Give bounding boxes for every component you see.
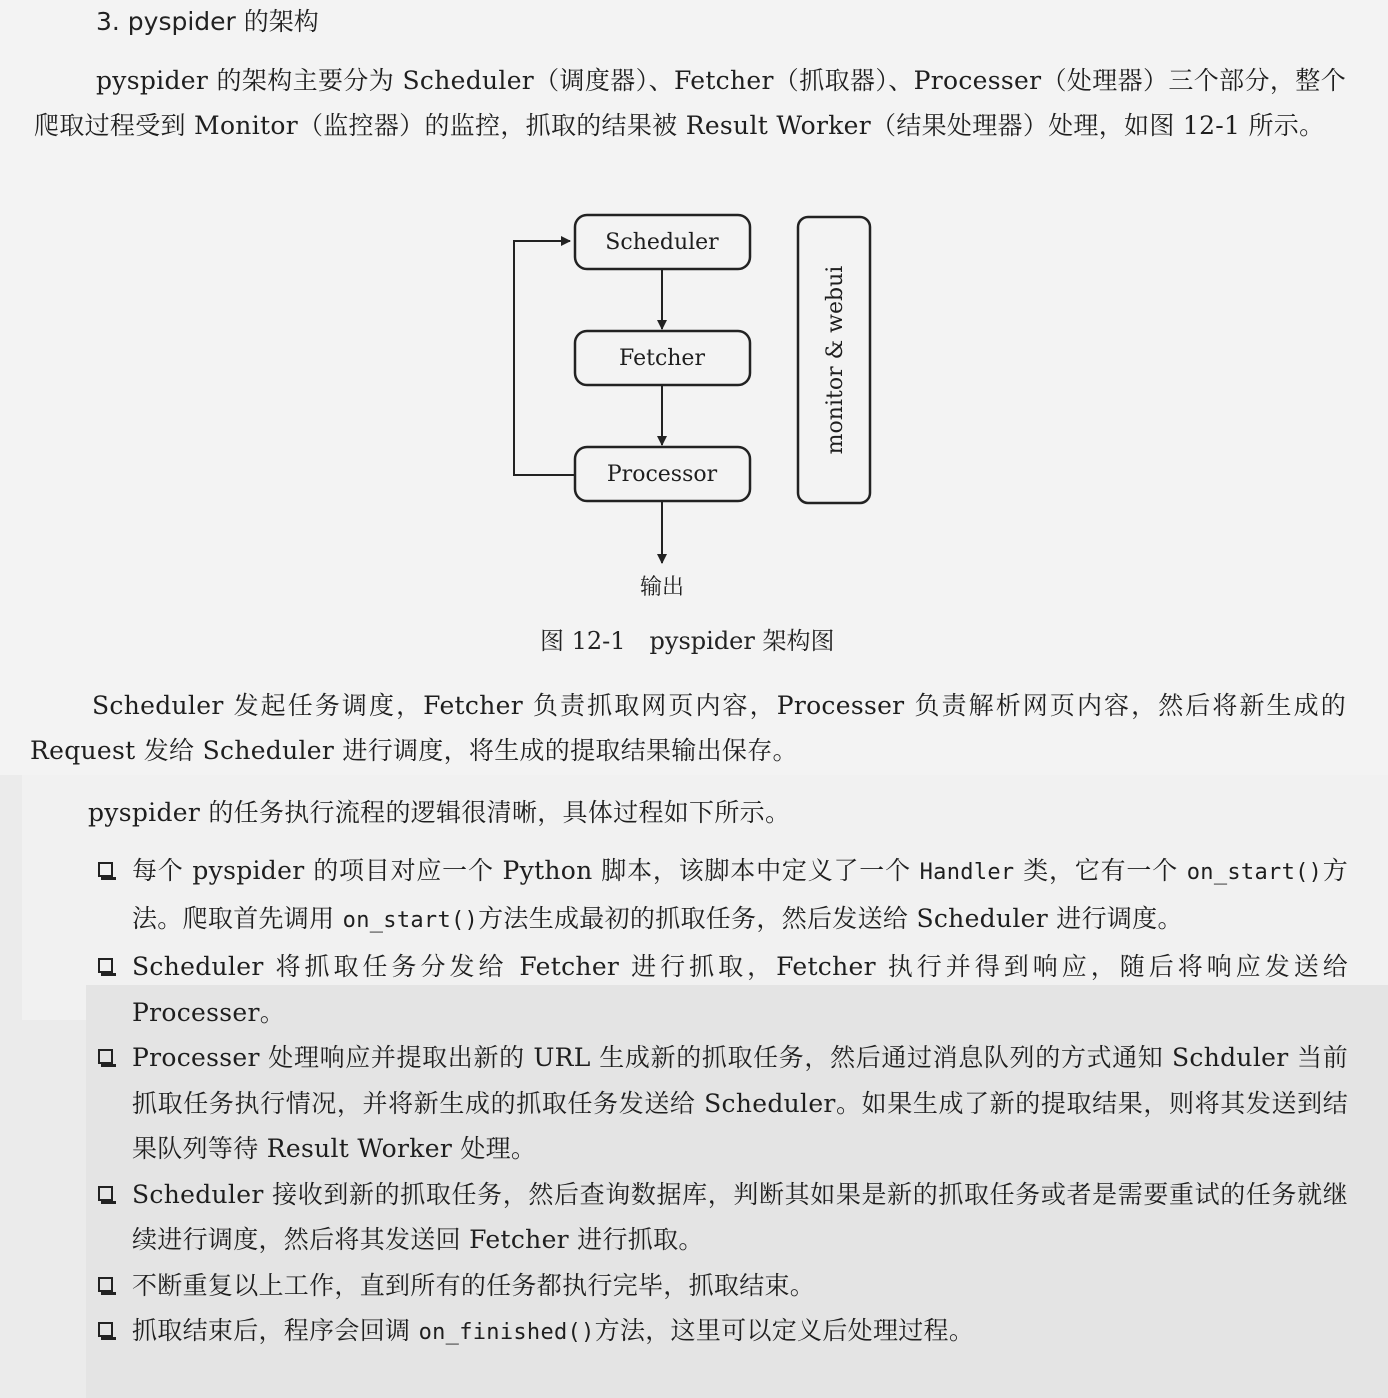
- list-item: [96, 1263, 1348, 1309]
- list-item-text: Processer 处理响应并提取出新的 URL 生成新的抓取任务，然后通过消息队列的方式通知 Schduler 当前抓取任务执行情况，并将新生成的抓取任务发送给 Scheduler。如果生成了新的提取结果，则将其发送到结果队列等待 Result Worker 处理。: [132, 1043, 1348, 1163]
- list-item-text: 每个 pyspider 的项目对应一个 Python 脚本，该脚本中定义了一个: [132, 856, 920, 885]
- checkbox-bullet-icon: [98, 1322, 113, 1337]
- figure-caption: 图 12-1 pyspider 架构图: [540, 627, 835, 655]
- feedback-loop-arrow: [514, 241, 575, 475]
- inline-code: Handler: [919, 860, 1015, 885]
- architecture-diagram: [500, 205, 890, 615]
- list-item-text: 不断重复以上工作，直到所有的任务都执行完毕，抓取结束。: [132, 1270, 816, 1300]
- inline-code: on_start(): [1186, 860, 1323, 885]
- list-item-text: 类，它有一个: [1014, 856, 1187, 885]
- list-item-text: 方法。爬取首先调用: [132, 856, 1349, 933]
- checkbox-bullet-icon: [98, 1049, 113, 1064]
- intro-paragraph: pyspider 的架构主要分为 Scheduler（调度器）、Fetcher（抓取器）、Processer（处理器）三个部分，整个爬取过程受到 Monitor（监控器）的监控，抓取的结果被 Result Worker（结果处理器）处理，如图 12-1 所示。: [34, 66, 1346, 140]
- processor-label: Processor: [606, 462, 718, 487]
- architecture-diagram-svg: [500, 205, 890, 615]
- list-item: [96, 1308, 1348, 1356]
- checkbox-bullet-icon: [98, 1277, 113, 1292]
- workflow-intro-paragraph: pyspider 的任务执行流程的逻辑很清晰，具体过程如下所示。: [88, 798, 791, 827]
- fetcher-label: Fetcher: [619, 346, 705, 371]
- scheduler-paragraph: Scheduler 发起任务调度，Fetcher 负责抓取网页内容，Processer 负责解析网页内容，然后将新生成的 Request 发给 Scheduler 进行调度，将生成的提取结果输出保存。: [30, 691, 1346, 765]
- workflow-list: [96, 848, 1348, 1356]
- inline-code: on_finished(): [418, 1320, 595, 1345]
- checkbox-bullet-icon: [98, 958, 113, 973]
- section-heading: 3. pyspider 的架构: [96, 7, 319, 36]
- list-item: [96, 944, 1348, 1035]
- output-label: 输出: [639, 575, 685, 600]
- list-item: [96, 1035, 1348, 1172]
- list-item-text: 抓取结束后，程序会回调: [132, 1316, 419, 1345]
- list-item-text: 方法，这里可以定义后处理过程。: [594, 1316, 975, 1345]
- list-item: [96, 848, 1348, 943]
- inline-code: on_start(): [342, 907, 479, 933]
- list-item: [96, 1172, 1348, 1263]
- scheduler-label: Scheduler: [605, 230, 719, 255]
- list-item-text: 方法生成最初的抓取任务，然后发送给 Scheduler 进行调度。: [478, 903, 1183, 933]
- checkbox-bullet-icon: [98, 1186, 113, 1201]
- monitor-webui-label: monitor & webui: [823, 265, 848, 455]
- checkbox-bullet-icon: [98, 862, 113, 877]
- list-item-text: Scheduler 将抓取任务分发给 Fetcher 进行抓取，Fetcher 执行并得到响应，随后将响应发送给 Processer。: [132, 952, 1348, 1027]
- list-item-text: Scheduler 接收到新的抓取任务，然后查询数据库，判断其如果是新的抓取任务或者是需要重试的任务就继续进行调度，然后将其发送回 Fetcher 进行抓取。: [132, 1179, 1348, 1254]
